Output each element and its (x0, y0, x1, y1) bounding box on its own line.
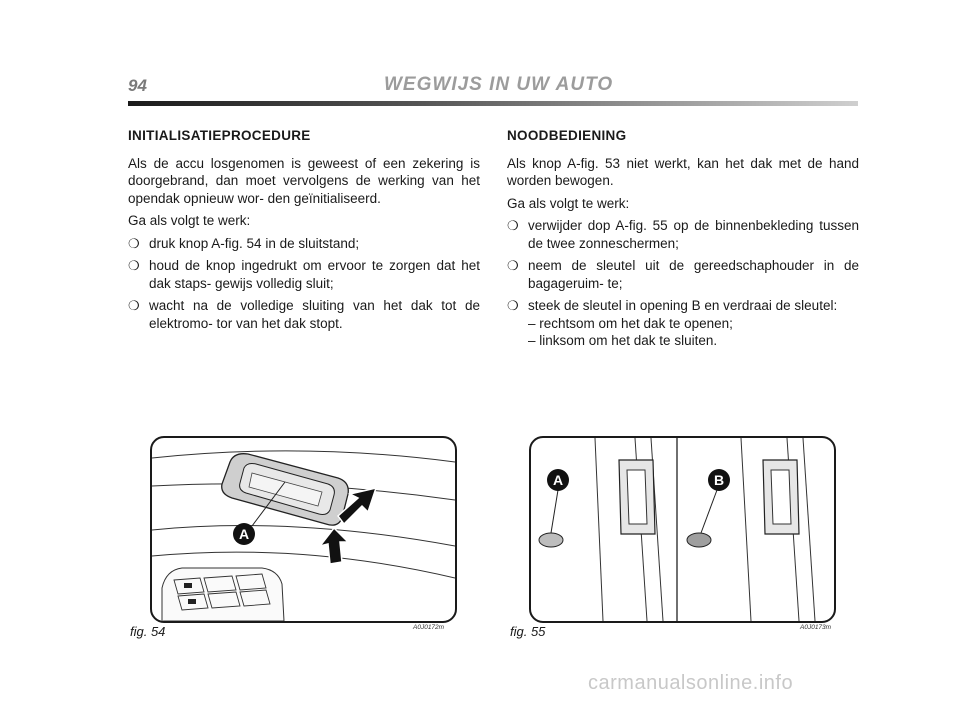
window-switch-icon (184, 583, 192, 588)
figure-caption: fig. 55 (510, 624, 546, 639)
callout-a-label: A (552, 472, 564, 488)
paragraph: Als knop A-fig. 53 niet werkt, kan het dak met de hand worden bewogen. (507, 155, 859, 188)
paragraph: Ga als volgt te werk: (128, 213, 251, 228)
watermark: carmanualsonline.info (588, 672, 794, 694)
cover-cap (539, 533, 563, 547)
window-switch-icon (188, 599, 196, 604)
page-header (128, 70, 858, 110)
list-item (128, 257, 480, 292)
bullet-circle-icon: ❍ (128, 258, 140, 273)
roof-switch-housing (222, 454, 349, 525)
paragraph: Ga als volgt te werk: (507, 195, 630, 211)
bullet-circle-icon: ❍ (128, 235, 140, 251)
running-title: WEGWIJS IN UW AUTO (384, 74, 614, 95)
figure-code: A0J0173m (800, 624, 832, 631)
leader-line (551, 490, 558, 533)
leader-line (701, 490, 717, 533)
roof-button-illustration (152, 438, 455, 621)
callout-a-label: A (238, 526, 250, 542)
list-item (507, 217, 859, 252)
figure-caption: fig. 54 (130, 624, 166, 639)
figure-54 (150, 436, 457, 623)
list-item-text: verwijder dop A-fig. 55 op de binnenbekleding tussen de twee zonneschermen; (528, 218, 859, 251)
list-item (128, 297, 480, 332)
bullet-circle-icon: ❍ (507, 258, 519, 273)
right-column (507, 127, 859, 355)
list-item (507, 297, 859, 350)
list-item-text: wacht na de volledige sluiting van het dak tot de elektromo- tor van het dak stopt. (149, 298, 480, 331)
header-rule (128, 101, 858, 106)
page-number: 94 (128, 76, 147, 95)
list-item (507, 257, 859, 292)
sub-item: – rechtsom om het dak te openen; (528, 315, 733, 331)
figure-55 (529, 436, 836, 623)
emergency-roof-illustration (531, 438, 834, 621)
list-item-text: druk knop A-fig. 54 in de sluitstand; (149, 235, 360, 251)
sub-item: – linksom om het dak te sluiten. (528, 333, 718, 348)
handle-recess (619, 460, 655, 534)
list-item-text: neem de sleutel uit de gereedschaphouder in de bagageruim- te; (528, 258, 859, 291)
figure-code: A0J0172m (413, 624, 445, 631)
paragraph: Als de accu losgenomen is geweest of een zekering is doorgebrand, dan moet vervolgens de werking van het opendak opnieuw wor- den geïnitialiseerd. (128, 155, 480, 206)
window-switch-panel (162, 568, 284, 621)
list-item-text: houd de knop ingedrukt om ervoor te zorgen dat het dak staps- gewijs volledig sluit; (149, 258, 480, 291)
list-item-text: steek de sleutel in opening B en verdraai de sleutel: (528, 298, 838, 313)
bullet-circle-icon: ❍ (507, 218, 519, 233)
bullet-circle-icon: ❍ (128, 298, 140, 313)
bullet-circle-icon: ❍ (507, 298, 519, 313)
callout-b-label: B (713, 472, 725, 488)
list-item (128, 235, 480, 253)
left-column (128, 127, 480, 337)
handle-recess (763, 460, 799, 534)
section-heading-initialisatie: INITIALISATIEPROCEDURE (128, 128, 311, 143)
key-opening (687, 533, 711, 547)
section-heading-noodbediening: NOODBEDIENING (507, 128, 627, 143)
